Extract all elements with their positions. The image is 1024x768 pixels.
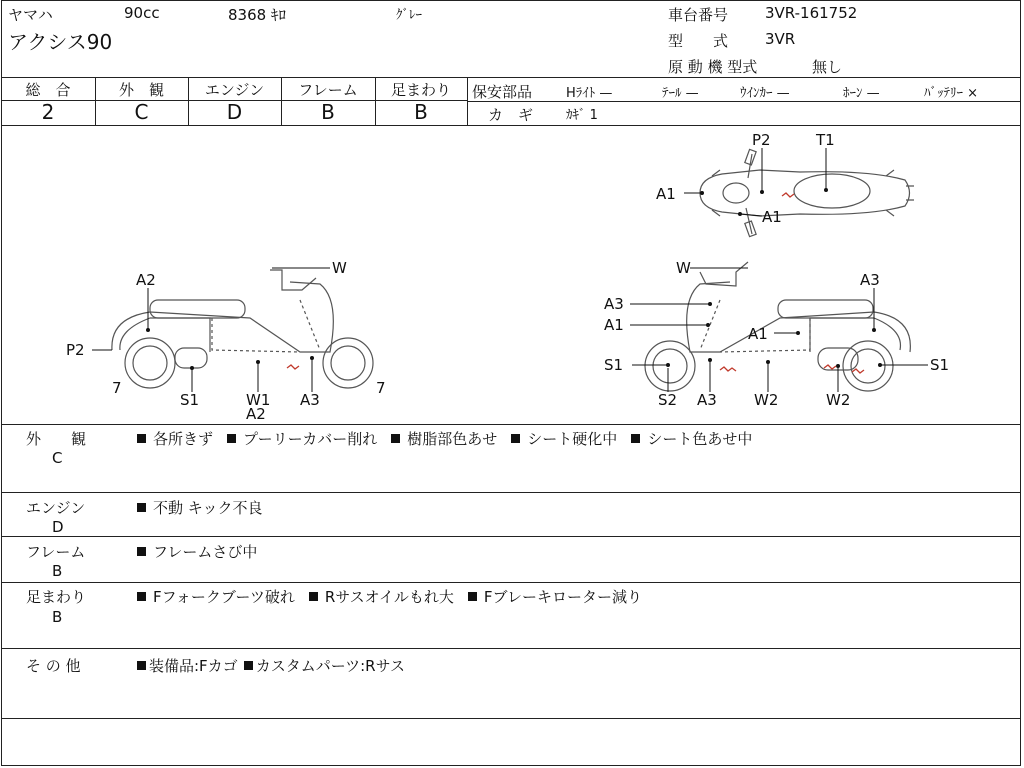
model-name: アクシス90 (8, 30, 113, 54)
note-grade-frame: B (52, 562, 63, 580)
note-item: 樹脂部色あせ (407, 430, 498, 448)
divider (1, 648, 1021, 649)
engine-type: 無し (812, 58, 843, 76)
label-l-s1: S1 (180, 391, 200, 409)
frame-no-label: 車台番号 (668, 6, 729, 24)
label-l-w1: W1 (246, 391, 271, 409)
label-r-a3b: A3 (860, 271, 880, 289)
label-l-a3: A3 (300, 391, 320, 409)
safety-item-headlight: Hﾗｲﾄ — (566, 86, 613, 101)
label-r-a1a: A1 (604, 316, 624, 334)
note-section-other: そ の 他 (26, 657, 81, 675)
label-l-7b: 7 (376, 379, 386, 397)
note-item: Rサスオイルもれ大 (324, 588, 454, 606)
label-top-p2: P2 (752, 131, 771, 149)
grade-label-overall: 総 合 (25, 81, 71, 99)
label-l-7a: 7 (112, 379, 122, 397)
note-items-other (137, 655, 419, 676)
note-section-suspension: 足まわり (26, 588, 87, 606)
label-r-a3c: A3 (697, 391, 717, 409)
label-r-s1b: S1 (930, 356, 950, 374)
label-l-a2b: A2 (246, 405, 266, 423)
note-items-frame (137, 541, 271, 562)
note-section-exterior: 外 観 (26, 430, 87, 448)
divider (1, 492, 1021, 493)
label-l-w: W (332, 259, 347, 277)
label-r-s1a: S1 (604, 356, 624, 374)
engine-type-label: 原 動 機 型式 (668, 58, 758, 76)
label-r-w2b: W2 (826, 391, 851, 409)
note-item: シート色あせ中 (647, 430, 753, 448)
grade-label-frame: フレーム (298, 81, 358, 99)
grade-value-engine: D (226, 100, 243, 124)
note-items-exterior (137, 428, 766, 449)
mileage: 8368 ｷﾛ (228, 6, 286, 24)
damage-diagram (0, 126, 1022, 424)
safety-label: 保安部品 (472, 83, 533, 101)
label-r-w: W (676, 259, 691, 277)
label-r-s2: S2 (658, 391, 678, 409)
label-r-a1b: A1 (748, 325, 768, 343)
model-type-label: 型 式 (668, 32, 729, 50)
label-l-p2: P2 (66, 341, 85, 359)
grade-value-frame: B (321, 100, 335, 124)
key-value: ｶｷﾞ 1 (566, 108, 598, 123)
note-item: 不動 キック不良 (153, 499, 263, 517)
note-item: カスタムパーツ:Rサス (255, 657, 405, 675)
note-item: プーリーカバー削れ (243, 430, 378, 448)
note-grade-exterior: C (52, 449, 63, 467)
label-l-a2: A2 (136, 271, 156, 289)
safety-item-battery: ﾊﾞｯﾃﾘｰ × (924, 86, 979, 101)
note-item: フレームさび中 (153, 543, 258, 561)
divider (1, 424, 1021, 425)
grade-value-exterior: C (134, 100, 149, 124)
safety-item-horn: ﾎｰﾝ — (843, 86, 880, 101)
model-type: 3VR (765, 30, 796, 48)
note-section-engine: エンジン (26, 499, 86, 517)
label-top-a1a: A1 (656, 185, 676, 203)
note-item: シート硬化中 (527, 430, 618, 448)
label-r-w2a: W2 (754, 391, 779, 409)
label-top-a1b: A1 (762, 208, 782, 226)
key-label: カ ギ (488, 106, 534, 124)
grade-label-suspension: 足まわり (390, 81, 451, 99)
divider (1, 718, 1021, 719)
divider (467, 101, 1021, 102)
grade-label-exterior: 外 観 (118, 81, 164, 99)
divider (467, 77, 468, 125)
divider (1, 536, 1021, 537)
safety-item-winker: ｳｲﾝｶｰ — (740, 86, 790, 101)
note-items-engine (137, 497, 276, 518)
note-grade-suspension: B (52, 608, 63, 626)
divider (1, 77, 1021, 78)
label-top-t1: T1 (816, 131, 835, 149)
note-item: 各所きず (153, 430, 214, 448)
grade-value-overall: 2 (41, 100, 55, 124)
note-section-frame: フレーム (26, 543, 86, 561)
grade-value-suspension: B (414, 100, 428, 124)
note-items-suspension (137, 586, 656, 607)
displacement: 90cc (124, 4, 160, 22)
note-item: Fフォークブーツ破れ (153, 588, 295, 606)
note-grade-engine: D (52, 518, 64, 536)
frame-no: 3VR-161752 (765, 4, 858, 22)
note-item: 装備品:Fカゴ (149, 657, 238, 675)
safety-item-tail: ﾃｰﾙ — (662, 86, 699, 101)
top-view-scooter (700, 149, 914, 236)
color: ｸﾞﾚｰ (396, 8, 422, 23)
label-r-a3a: A3 (604, 295, 624, 313)
grade-label-engine: エンジン (204, 81, 265, 99)
divider (1, 582, 1021, 583)
maker: ヤマハ (8, 6, 53, 24)
note-item: Fブレーキローター減り (483, 588, 642, 606)
